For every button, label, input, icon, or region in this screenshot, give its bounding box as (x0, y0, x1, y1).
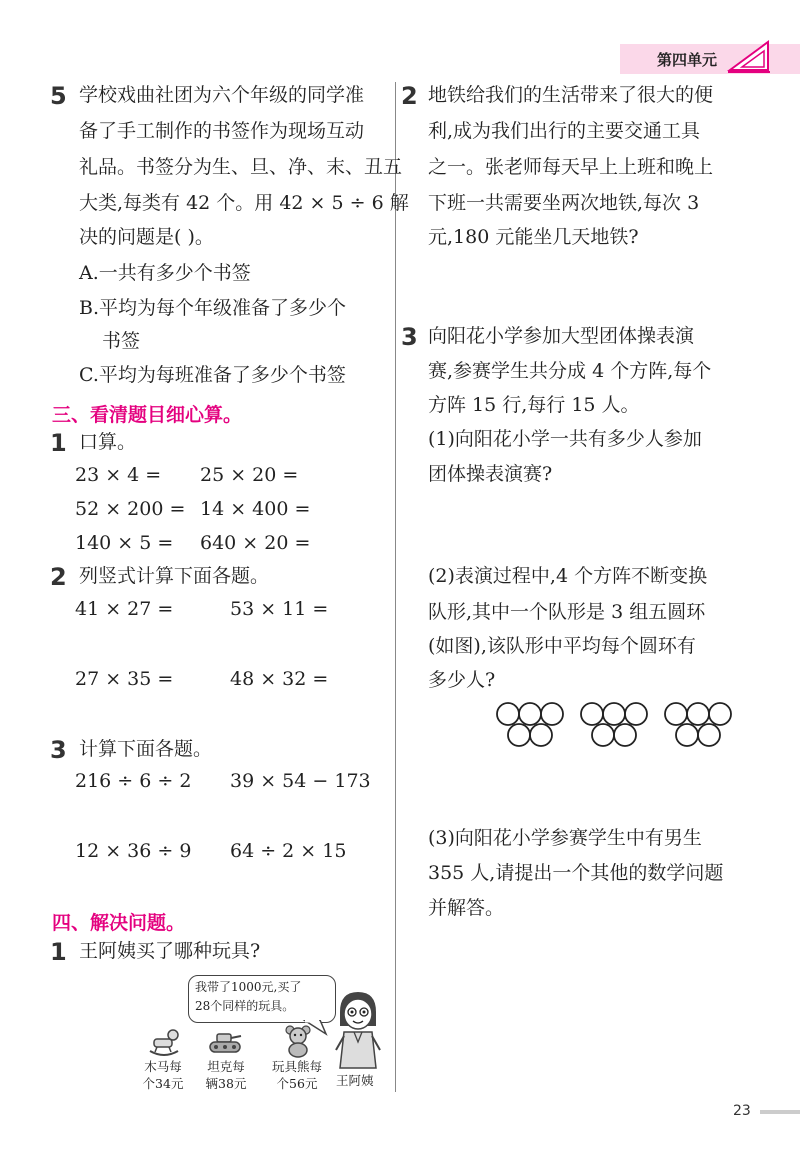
vertical-calc-title: 列竖式计算下面各题。 (79, 565, 270, 587)
q3-part2-line-1: (2)表演过程中,4 个方阵不断变换 (428, 565, 708, 587)
q3-line-1: 向阳花小学参加大型团体操表演 (428, 325, 695, 347)
calc-item: 12 × 36 ÷ 9 (75, 840, 192, 862)
calc-item: 48 × 32 = (230, 668, 329, 690)
q2-line-1: 地铁给我们的生活带来了很大的便 (428, 84, 714, 106)
question-number: 2 (50, 563, 67, 591)
q2-line-4: 下班一共需要坐两次地铁,每次 3 (428, 192, 700, 214)
calc-item: 216 ÷ 6 ÷ 2 (75, 770, 192, 792)
calc-item: 53 × 11 = (230, 598, 329, 620)
page-bar (760, 1110, 800, 1114)
calc-item: 39 × 54 − 173 (230, 770, 371, 792)
calc-item: 52 × 200 = (75, 498, 186, 520)
calc-item: 14 × 400 = (200, 498, 311, 520)
q5-line-2: 备了手工制作的书签作为现场互动 (79, 120, 365, 142)
question-number: 3 (50, 736, 67, 764)
calc-item: 25 × 20 = (200, 464, 299, 486)
question-number: 1 (50, 429, 67, 457)
q3-part1-line-2: 团体操表演赛? (428, 463, 553, 485)
calc-item: 23 × 4 = (75, 464, 162, 486)
calc-item: 27 × 35 = (75, 668, 174, 690)
q5-line-3: 礼品。书签分为生、旦、净、末、丑五 (79, 156, 403, 178)
q5-line-4: 大类,每类有 42 个。用 42 × 5 ÷ 6 解 (79, 192, 409, 214)
q3-part3-line-2: 355 人,请提出一个其他的数学问题 (428, 862, 724, 884)
q5-line-1: 学校戏曲社团为六个年级的同学准 (79, 84, 365, 106)
calc-item: 640 × 20 = (200, 532, 311, 554)
ring-group (581, 703, 647, 746)
oral-calc-title: 口算。 (79, 431, 137, 453)
q3-part2-line-3: (如图),该队形中平均每个圆环有 (428, 635, 696, 657)
page-number: 23 (733, 1103, 751, 1119)
q3-part3-line-3: 并解答。 (428, 897, 505, 919)
toy-caption-tank: 坦克每 辆38元 (205, 1059, 247, 1091)
calc-item: 64 ÷ 2 × 15 (230, 840, 347, 862)
question-number: 3 (401, 323, 418, 351)
q5-line-5: 决的问题是( )。 (79, 226, 214, 248)
q2-line-5: 元,180 元能坐几天地铁? (428, 226, 639, 248)
q2-line-3: 之一。张老师每天早上上班和晚上 (428, 156, 714, 178)
speech-bubble (188, 975, 336, 1023)
toy-caption-bear: 玩具熊每 个56元 (271, 1059, 322, 1091)
question-number: 1 (50, 938, 67, 966)
rocking-horse-icon (146, 1027, 182, 1057)
section-title-4: 四、解决问题。 (52, 912, 186, 934)
aunt-wang-figure (332, 990, 384, 1070)
question-number: 5 (50, 82, 67, 110)
toy-caption-horse: 木马每 个34元 (142, 1059, 184, 1091)
ruler-triangle-icon (726, 38, 772, 74)
calc-item: 41 × 27 = (75, 598, 174, 620)
ring-group (497, 703, 563, 746)
bubble-line-1: 我带了1000元,买了 (195, 980, 302, 994)
ring-formation-figure (494, 700, 764, 750)
ring-group (665, 703, 731, 746)
q3-line-3: 方阵 15 行,每行 15 人。 (428, 394, 640, 416)
q3-part1-line-1: (1)向阳花小学一共有多少人参加 (428, 428, 702, 450)
bubble-line-2: 28个同样的玩具。 (195, 999, 295, 1013)
q2-line-2: 利,成为我们出行的主要交通工具 (428, 120, 701, 142)
toy-tank-icon (207, 1030, 243, 1056)
toy-question: 王阿姨买了哪种玩具? (79, 940, 261, 962)
question-number: 2 (401, 82, 418, 110)
q3-line-2: 赛,参赛学生共分成 4 个方阵,每个 (428, 360, 712, 382)
option-a: A.一共有多少个书签 (79, 262, 251, 284)
unit-title: 第四单元 (657, 51, 718, 69)
teddy-bear-icon (283, 1024, 313, 1058)
column-divider (395, 82, 396, 1092)
calc-item: 140 × 5 = (75, 532, 174, 554)
option-b: B.平均为每个年级准备了多少个 (79, 297, 347, 319)
q3-part2-line-2: 队形,其中一个队形是 3 组五圆环 (428, 601, 706, 623)
compute-title: 计算下面各题。 (79, 738, 213, 760)
q3-part2-line-4: 多少人? (428, 669, 496, 691)
aunt-wang-label: 王阿姨 (336, 1073, 374, 1088)
option-b-cont: 书签 (102, 330, 141, 352)
section-title-3: 三、看清题目细心算。 (52, 404, 243, 426)
q3-part3-line-1: (3)向阳花小学参赛学生中有男生 (428, 827, 702, 849)
option-c: C.平均为每班准备了多少个书签 (79, 364, 346, 386)
